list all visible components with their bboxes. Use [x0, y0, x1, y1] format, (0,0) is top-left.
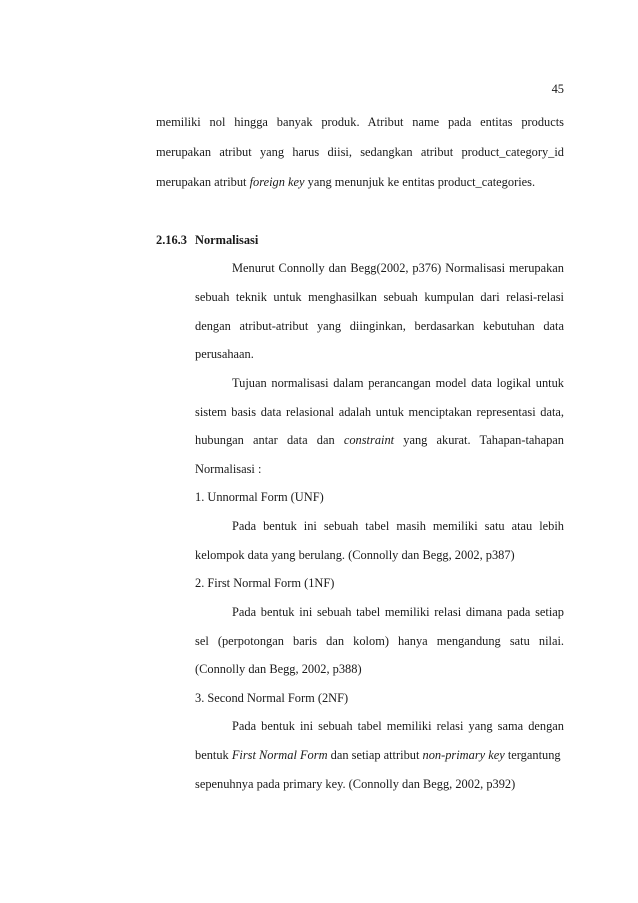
- intro-line-2: merupakan atribut yang harus diisi, sedangkan atribut product_category_id: [156, 145, 564, 159]
- list-item-line: Pada bentuk ini sebuah tabel memiliki relasi dimana pada setiap: [232, 605, 564, 619]
- para2-line-3: [195, 433, 564, 448]
- para1-line-2: sebuah teknik untuk menghasilkan sebuah kumpulan dari relasi-relasi: [195, 290, 564, 304]
- list-item-label: 3. Second Normal Form (2NF): [195, 691, 349, 705]
- text-span: yang akurat. Tahapan-tahapan: [394, 433, 564, 447]
- text-span: merupakan atribut: [156, 175, 250, 189]
- para1-line-1: Menurut Connolly dan Begg(2002, p376) Normalisasi merupakan: [232, 261, 564, 275]
- term-non-primary-key: non-primary key: [422, 748, 505, 762]
- para1-line-4: perusahaan.: [195, 347, 254, 361]
- text-span: tergantung: [504, 748, 561, 762]
- para2-line-2: sistem basis data relasional adalah untuk menciptakan representasi data,: [195, 405, 564, 419]
- para1-line-3: dengan atribut-atribut yang diinginkan, berdasarkan kebutuhan data: [195, 319, 564, 333]
- term-first-normal-form: First Normal Form: [231, 748, 328, 762]
- section-title: Normalisasi: [195, 233, 259, 247]
- list-item-line: Pada bentuk ini sebuah tabel memiliki relasi yang sama dengan: [232, 719, 564, 733]
- list-item-line: Pada bentuk ini sebuah tabel masih memiliki satu atau lebih: [232, 519, 564, 533]
- term-constraint: constraint: [343, 433, 395, 447]
- term-foreign-key: foreign key: [249, 175, 305, 189]
- text-span: yang menunjuk ke entitas product_categories.: [304, 175, 536, 189]
- section-heading: [156, 233, 564, 248]
- list-item-line: kelompok data yang berulang. (Connolly dan Begg, 2002, p387): [195, 548, 515, 562]
- text-span: bentuk: [195, 748, 232, 762]
- list-item-line: sepenuhnya pada primary key. (Connolly dan Begg, 2002, p392): [195, 777, 516, 791]
- section-number: 2.16.3: [156, 233, 187, 247]
- list-item-label: 2. First Normal Form (1NF): [195, 576, 335, 590]
- intro-line-1: memiliki nol hingga banyak produk. Atribut name pada entitas products: [156, 115, 564, 129]
- text-span: dan setiap attribut: [327, 748, 423, 762]
- list-item-line: sel (perpotongan baris dan kolom) hanya mengandung satu nilai.: [195, 634, 564, 648]
- intro-line-3: [156, 175, 564, 190]
- list-item-line: (Connolly dan Begg, 2002, p388): [195, 662, 362, 676]
- para2-line-4: Normalisasi :: [195, 462, 262, 476]
- page-number: 45: [551, 82, 564, 96]
- text-span: hubungan antar data dan: [195, 433, 344, 447]
- list-item-label: 1. Unnormal Form (UNF): [195, 490, 324, 504]
- list-item-line: [195, 748, 564, 763]
- para2-line-1: Tujuan normalisasi dalam perancangan model data logikal untuk: [232, 376, 564, 390]
